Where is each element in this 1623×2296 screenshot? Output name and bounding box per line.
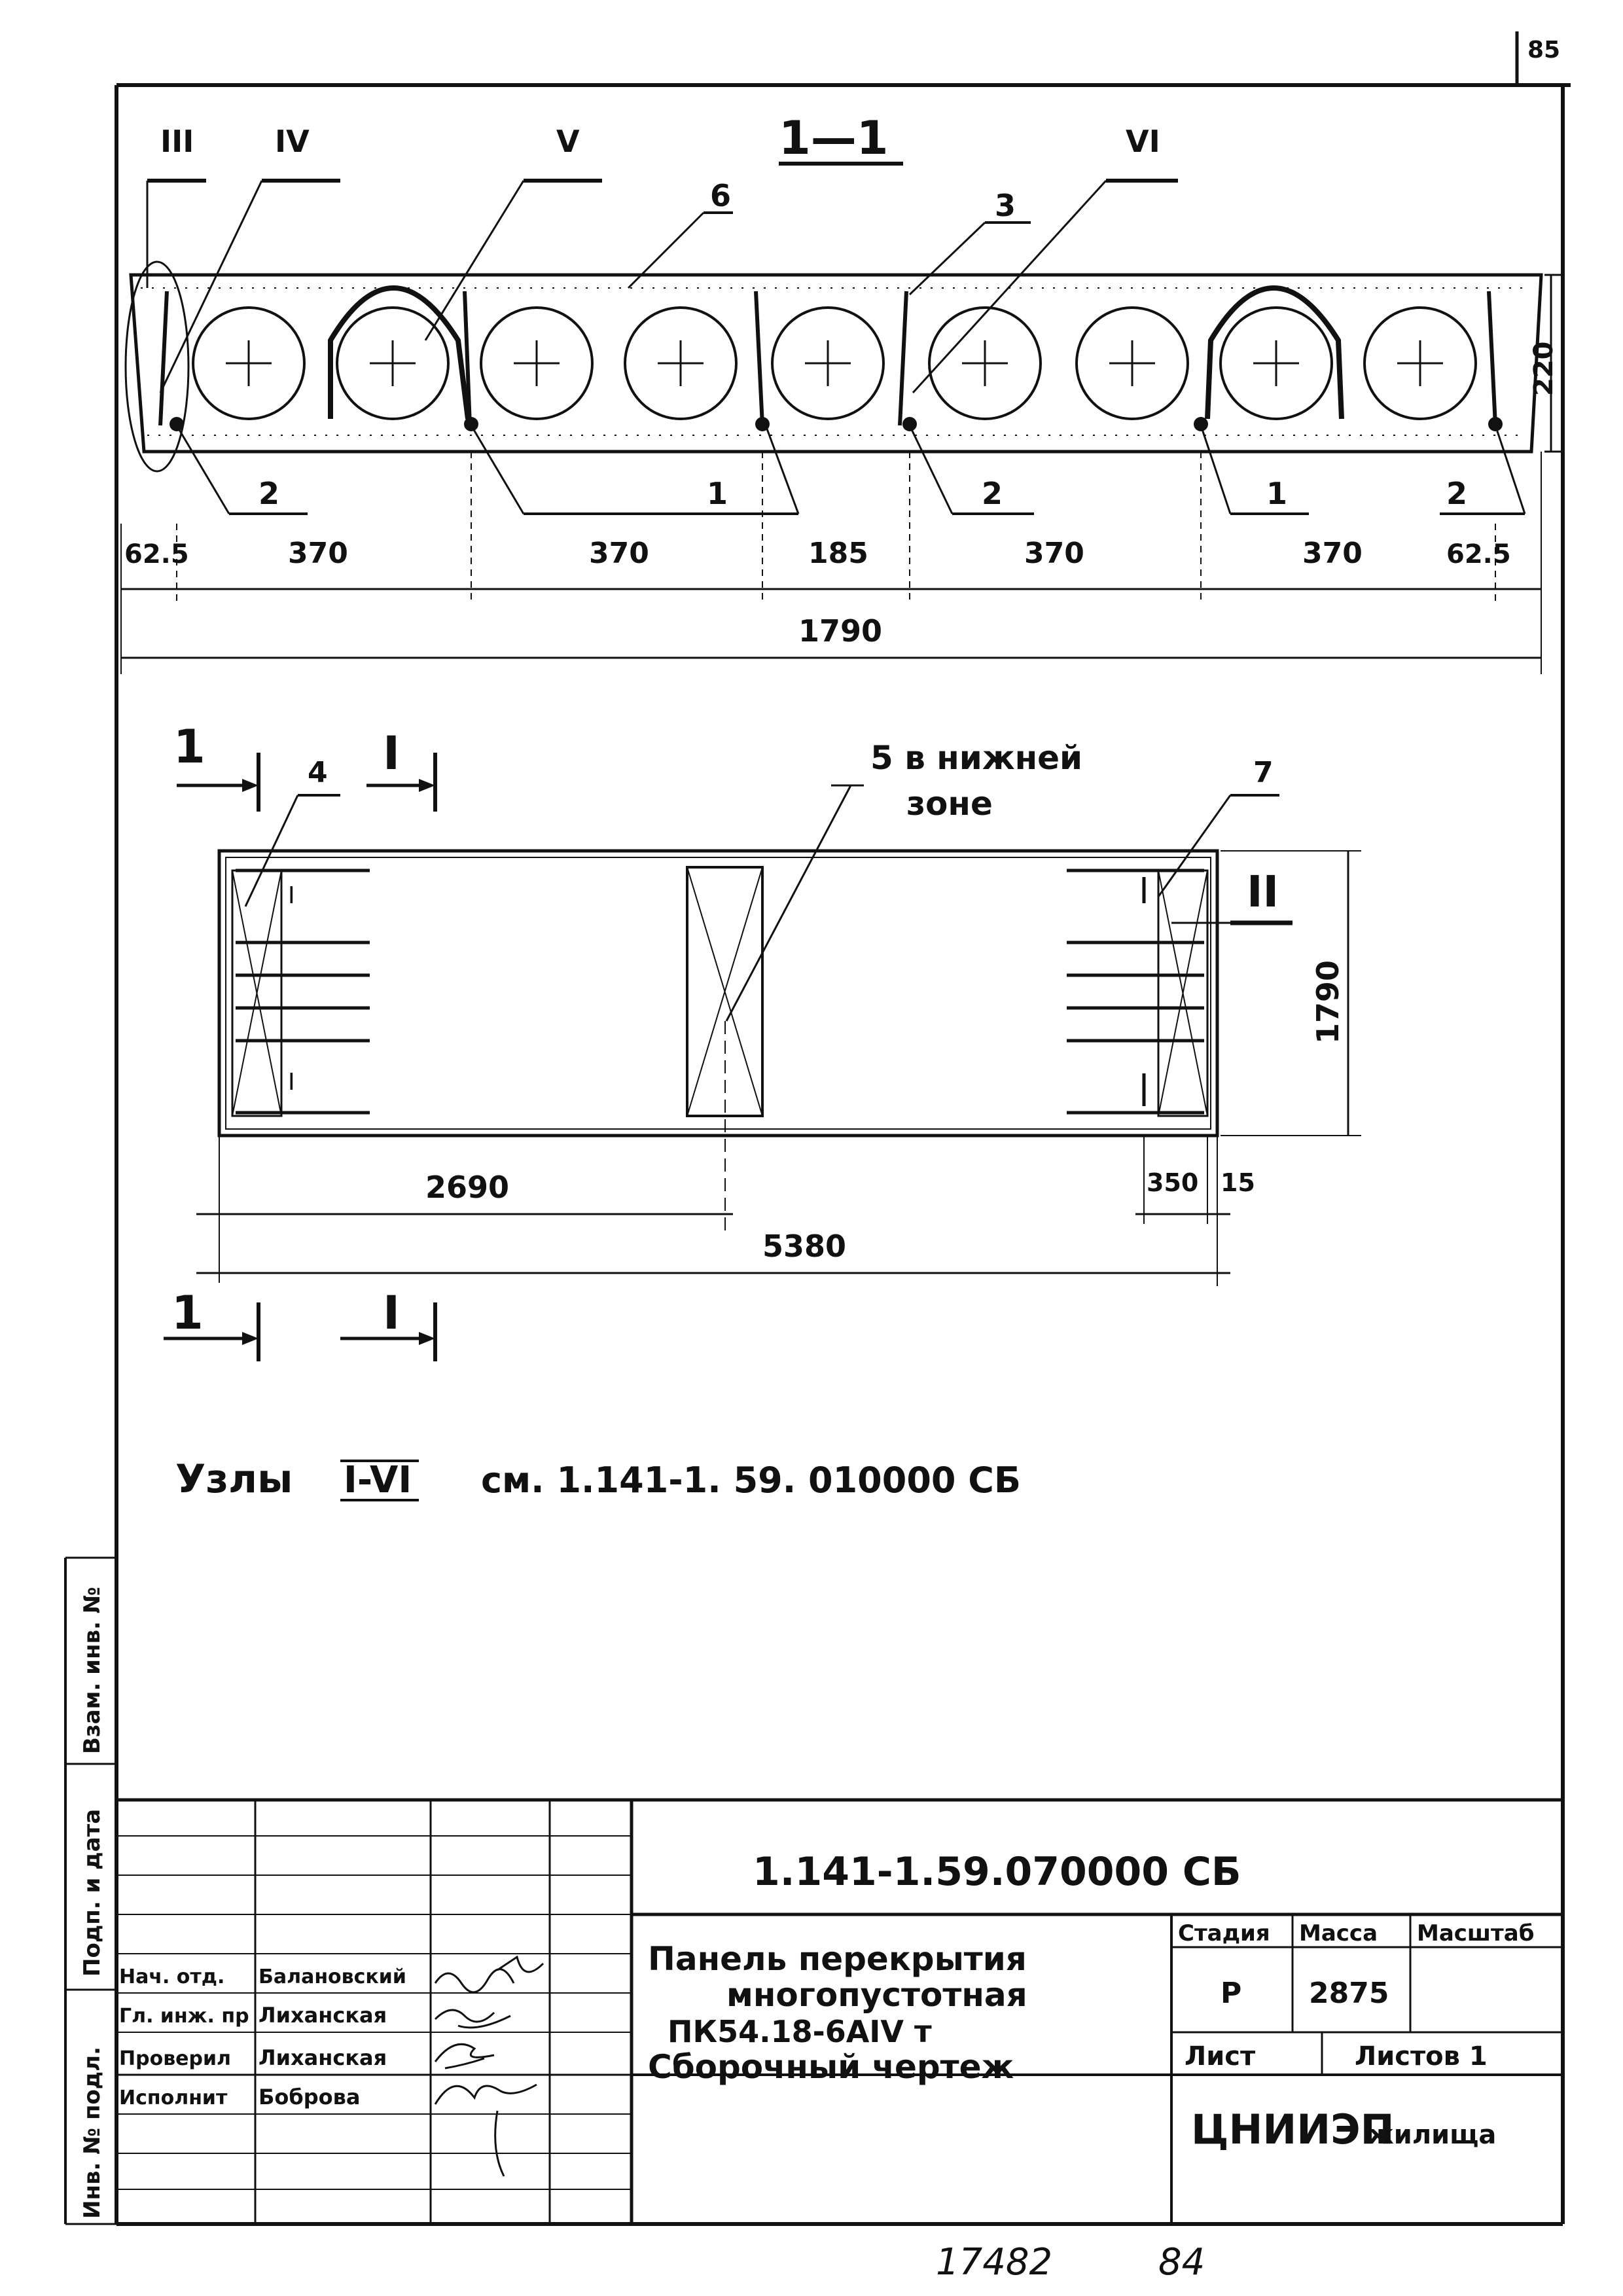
bar-mark-left-top: I bbox=[288, 882, 295, 909]
header-stage: Стадия bbox=[1178, 1920, 1270, 1946]
value-mass: 2875 bbox=[1309, 1977, 1389, 2010]
signatures bbox=[435, 1957, 543, 2176]
position-label-1b: 1 bbox=[1266, 476, 1288, 511]
label-5-zone: зоне bbox=[906, 785, 993, 823]
title-line-3: ПК54.18-6АIV т bbox=[668, 2014, 932, 2049]
label-7: 7 bbox=[1253, 756, 1274, 789]
dim-total-1790: 1790 bbox=[798, 613, 883, 649]
header-scale: Масштаб bbox=[1417, 1920, 1535, 1946]
position-label-2c: 2 bbox=[1446, 476, 1468, 511]
note-range: I-VI bbox=[344, 1459, 412, 1501]
void-holes bbox=[193, 308, 1476, 419]
name-head-dept: Балановский bbox=[259, 1965, 406, 1988]
note-prefix: Узлы bbox=[175, 1456, 293, 1502]
plan-width-dim: 1790 bbox=[1310, 960, 1346, 1044]
panel-plan-outline bbox=[219, 851, 1217, 1136]
node-mark-vi: VI bbox=[1126, 124, 1160, 159]
dim-370-a: 370 bbox=[288, 537, 348, 570]
node-mark-v: V bbox=[556, 124, 580, 159]
position-label-2a: 2 bbox=[259, 476, 280, 511]
side-label-inv-orig: Инв. № подл. bbox=[79, 2046, 105, 2219]
dim-15: 15 bbox=[1221, 1168, 1255, 1197]
name-chief-eng: Лиханская bbox=[259, 2003, 387, 2028]
cut-mark-I-top: I bbox=[383, 726, 401, 780]
title-line-1: Панель перекрытия bbox=[648, 1940, 1027, 1978]
title-block bbox=[116, 1800, 1563, 2224]
organization-suffix: жилища bbox=[1368, 2120, 1497, 2150]
node-mark-iii: III bbox=[160, 124, 194, 159]
nodes-note bbox=[175, 1456, 1021, 1502]
dim-2690: 2690 bbox=[425, 1170, 510, 1205]
title-line-4: Сборочный чертеж bbox=[648, 2048, 1014, 2086]
side-label-replace-inv: Взам. инв. № bbox=[79, 1587, 105, 1754]
header-mass: Масса bbox=[1299, 1920, 1378, 1946]
label-4: 4 bbox=[308, 756, 328, 789]
plan-view bbox=[164, 720, 1361, 1361]
sheet-label: Лист bbox=[1185, 2041, 1256, 2072]
role-executor: Исполнит bbox=[119, 2087, 228, 2109]
node-mark-ii: II bbox=[1247, 867, 1279, 917]
footer-page: 84 bbox=[1158, 2241, 1205, 2284]
page-number: 85 bbox=[1527, 37, 1561, 63]
dim-370-d: 370 bbox=[1302, 537, 1363, 570]
position-label-3: 3 bbox=[995, 188, 1016, 223]
name-checked: Лиханская bbox=[259, 2045, 387, 2070]
side-label-sign-date: Подп. и дата bbox=[79, 1808, 105, 1977]
loop-bars-left bbox=[236, 870, 370, 1113]
position-label-1a: 1 bbox=[707, 476, 728, 511]
footer-archive-number: 17482 bbox=[936, 2241, 1053, 2284]
value-stage: Р bbox=[1221, 1977, 1242, 2010]
label-5: 5 в нижней bbox=[870, 739, 1083, 777]
name-executor: Боброва bbox=[259, 2085, 361, 2109]
section-title: 1—1 bbox=[779, 111, 889, 165]
dim-62-5-left: 62.5 bbox=[124, 539, 189, 569]
node-iii-circle bbox=[126, 262, 188, 471]
role-head-dept: Нач. отд. bbox=[119, 1965, 225, 1988]
title-line-2: многопустотная bbox=[726, 1976, 1027, 2014]
section-height-dim: 220 bbox=[1529, 341, 1559, 396]
node-mark-iv: IV bbox=[275, 124, 310, 159]
position-label-6: 6 bbox=[710, 178, 732, 213]
bar-mark-left-bottom: I bbox=[288, 1069, 295, 1096]
dim-5380: 5380 bbox=[762, 1229, 847, 1264]
note-text: см. 1.141-1. 59. 010000 СБ bbox=[481, 1460, 1022, 1501]
position-label-2b: 2 bbox=[982, 476, 1003, 511]
dim-62-5-right: 62.5 bbox=[1446, 539, 1511, 569]
cut-mark-1-bottom: 1 bbox=[171, 1286, 204, 1340]
role-chief-eng: Гл. инж. пр bbox=[119, 2005, 249, 2028]
doc-code: 1.141-1.59.070000 СБ bbox=[753, 1849, 1241, 1895]
section-1-1 bbox=[121, 111, 1561, 674]
organization-name: ЦНИИЭП bbox=[1191, 2106, 1395, 2153]
role-checked: Проверил bbox=[119, 2047, 231, 2070]
cut-mark-1-top: 1 bbox=[173, 720, 205, 774]
dim-370-c: 370 bbox=[1024, 537, 1084, 570]
dim-350: 350 bbox=[1147, 1168, 1199, 1197]
cut-mark-I-bottom: I bbox=[383, 1286, 401, 1340]
dim-185: 185 bbox=[808, 537, 868, 570]
dim-370-b: 370 bbox=[589, 537, 649, 570]
sheets-label: Листов 1 bbox=[1355, 2041, 1488, 2072]
